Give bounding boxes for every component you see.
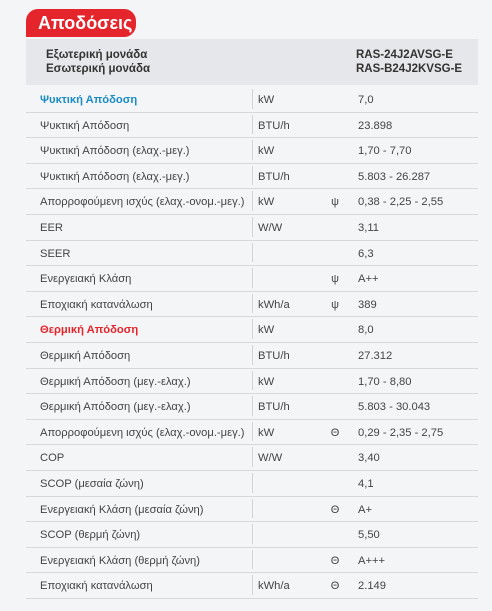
spec-unit: kW — [258, 196, 275, 209]
table-row — [26, 471, 478, 497]
mode-symbol — [328, 445, 342, 471]
table-row — [26, 266, 478, 292]
mode-symbol — [328, 522, 342, 548]
mode-symbol — [328, 138, 342, 164]
model-header — [26, 39, 478, 85]
spec-label: Εποχιακή κατανάλωση — [40, 298, 153, 311]
spec-value: 389 — [358, 298, 377, 311]
table-row — [26, 241, 478, 267]
spec-unit: kW — [258, 324, 275, 337]
mode-symbol — [328, 369, 342, 395]
spec-value: 0,38 - 2,25 - 2,55 — [358, 196, 444, 209]
table-row — [26, 497, 478, 523]
spec-label: Ενεργειακή Κλάση — [40, 273, 132, 286]
table-row — [26, 138, 478, 164]
spec-unit: kWh/a — [258, 298, 290, 311]
spec-unit: kW — [258, 145, 275, 158]
mode-symbol — [328, 394, 342, 420]
spec-label: Ψυκτική Απόδοση (ελαχ.-μεγ.) — [40, 145, 190, 158]
table-row — [26, 215, 478, 241]
table-row — [26, 420, 478, 446]
spec-unit: BTU/h — [258, 170, 290, 183]
spec-unit: BTU/h — [258, 349, 290, 362]
spec-value: A++ — [358, 273, 379, 286]
section-title-badge — [26, 9, 136, 37]
outdoor-model-number: RAS-24J2AVSG-E — [356, 49, 453, 61]
spec-label: Ψυκτική Απόδοση — [40, 119, 130, 132]
specs-table — [26, 87, 478, 599]
spec-value: 5.803 - 26.287 — [358, 170, 431, 183]
mode-symbol: ψ — [331, 298, 339, 311]
indoor-model-number: RAS-B24J2KVSG-E — [356, 63, 463, 75]
spec-label: EER — [40, 221, 64, 234]
spec-value: 7,0 — [358, 94, 374, 106]
spec-label: SCOP (θερμή ζώνη) — [40, 529, 141, 542]
spec-value: 2.149 — [358, 580, 386, 593]
spec-unit: BTU/h — [258, 401, 290, 414]
spec-value: 8,0 — [358, 324, 374, 337]
mode-symbol — [328, 87, 342, 113]
model-numbers — [356, 48, 462, 76]
spec-unit: W/W — [258, 452, 283, 465]
spec-label: Θερμική Απόδοση (μεγ.-ελαχ.) — [40, 375, 191, 388]
spec-label: Θερμική Απόδοση — [40, 324, 139, 337]
spec-value: 0,29 - 2,35 - 2,75 — [358, 426, 444, 439]
spec-label: Ψυκτική Απόδοση (ελαχ.-μεγ.) — [40, 170, 190, 183]
spec-label: Απορροφούμενη ισχύς (ελαχ.-ονομ.-μεγ.) — [40, 196, 245, 209]
spec-label: Θερμική Απόδοση (μεγ.-ελαχ.) — [40, 401, 191, 414]
spec-label: Απορροφούμενη ισχύς (ελαχ.-ονομ.-μεγ.) — [40, 426, 245, 439]
mode-symbol: Θ — [330, 426, 340, 439]
spec-value: 3,11 — [358, 221, 379, 234]
mode-symbol — [328, 215, 342, 241]
spec-label: Θερμική Απόδοση — [40, 349, 131, 362]
spec-value: 3,40 — [358, 452, 380, 465]
section-title: Αποδόσεις — [38, 12, 133, 33]
unit-type-labels — [46, 48, 150, 76]
table-row — [26, 573, 478, 599]
spec-label: COP — [40, 452, 65, 465]
spec-unit: kW — [258, 375, 275, 388]
spec-value: 4,1 — [358, 477, 374, 490]
spec-label: Ψυκτική Απόδοση — [40, 94, 138, 106]
spec-value: 1,70 - 7,70 — [358, 145, 412, 158]
table-row — [26, 548, 478, 574]
spec-unit: kW — [258, 426, 275, 439]
table-row — [26, 292, 478, 318]
mode-symbol — [328, 343, 342, 369]
spec-label: Εποχιακή κατανάλωση — [40, 580, 153, 593]
table-row — [26, 343, 478, 369]
table-row — [26, 369, 478, 395]
spec-value: 1,70 - 8,80 — [358, 375, 412, 388]
table-row — [26, 522, 478, 548]
table-row — [26, 394, 478, 420]
spec-label: SCOP (μεσαία ζώνη) — [40, 477, 144, 490]
outdoor-unit-label: Εξωτερική μονάδα — [46, 49, 148, 61]
spec-label: SEER — [40, 247, 71, 260]
spec-unit: BTU/h — [258, 119, 290, 132]
mode-symbol — [328, 113, 342, 139]
spec-value: 5,50 — [358, 529, 380, 542]
table-row — [26, 317, 478, 343]
mode-symbol — [328, 471, 342, 497]
spec-value: 27.312 — [358, 349, 393, 362]
spec-value: A+++ — [358, 554, 386, 567]
mode-symbol: Θ — [330, 503, 340, 516]
spec-value: 5.803 - 30.043 — [358, 401, 431, 414]
spec-value: A+ — [358, 503, 372, 516]
spec-value: 6,3 — [358, 247, 374, 260]
mode-symbol: ψ — [331, 273, 339, 286]
table-row — [26, 164, 478, 190]
spec-label: Ενεργειακή Κλάση (θερμή ζώνη) — [40, 554, 200, 567]
table-row — [26, 87, 478, 113]
table-row — [26, 189, 478, 215]
mode-symbol — [328, 317, 342, 343]
mode-symbol — [328, 241, 342, 267]
spec-unit: kW — [258, 94, 275, 106]
spec-unit: kWh/a — [258, 580, 290, 593]
spec-label: Ενεργειακή Κλάση (μεσαία ζώνη) — [40, 503, 204, 516]
table-row — [26, 113, 478, 139]
table-row — [26, 445, 478, 471]
mode-symbol: ψ — [331, 196, 339, 209]
spec-value: 23.898 — [358, 119, 393, 132]
mode-symbol: Θ — [330, 580, 340, 593]
mode-symbol — [328, 164, 342, 190]
indoor-unit-label: Εσωτερική μονάδα — [46, 63, 151, 75]
mode-symbol: Θ — [330, 554, 340, 567]
spec-unit: W/W — [258, 221, 283, 234]
